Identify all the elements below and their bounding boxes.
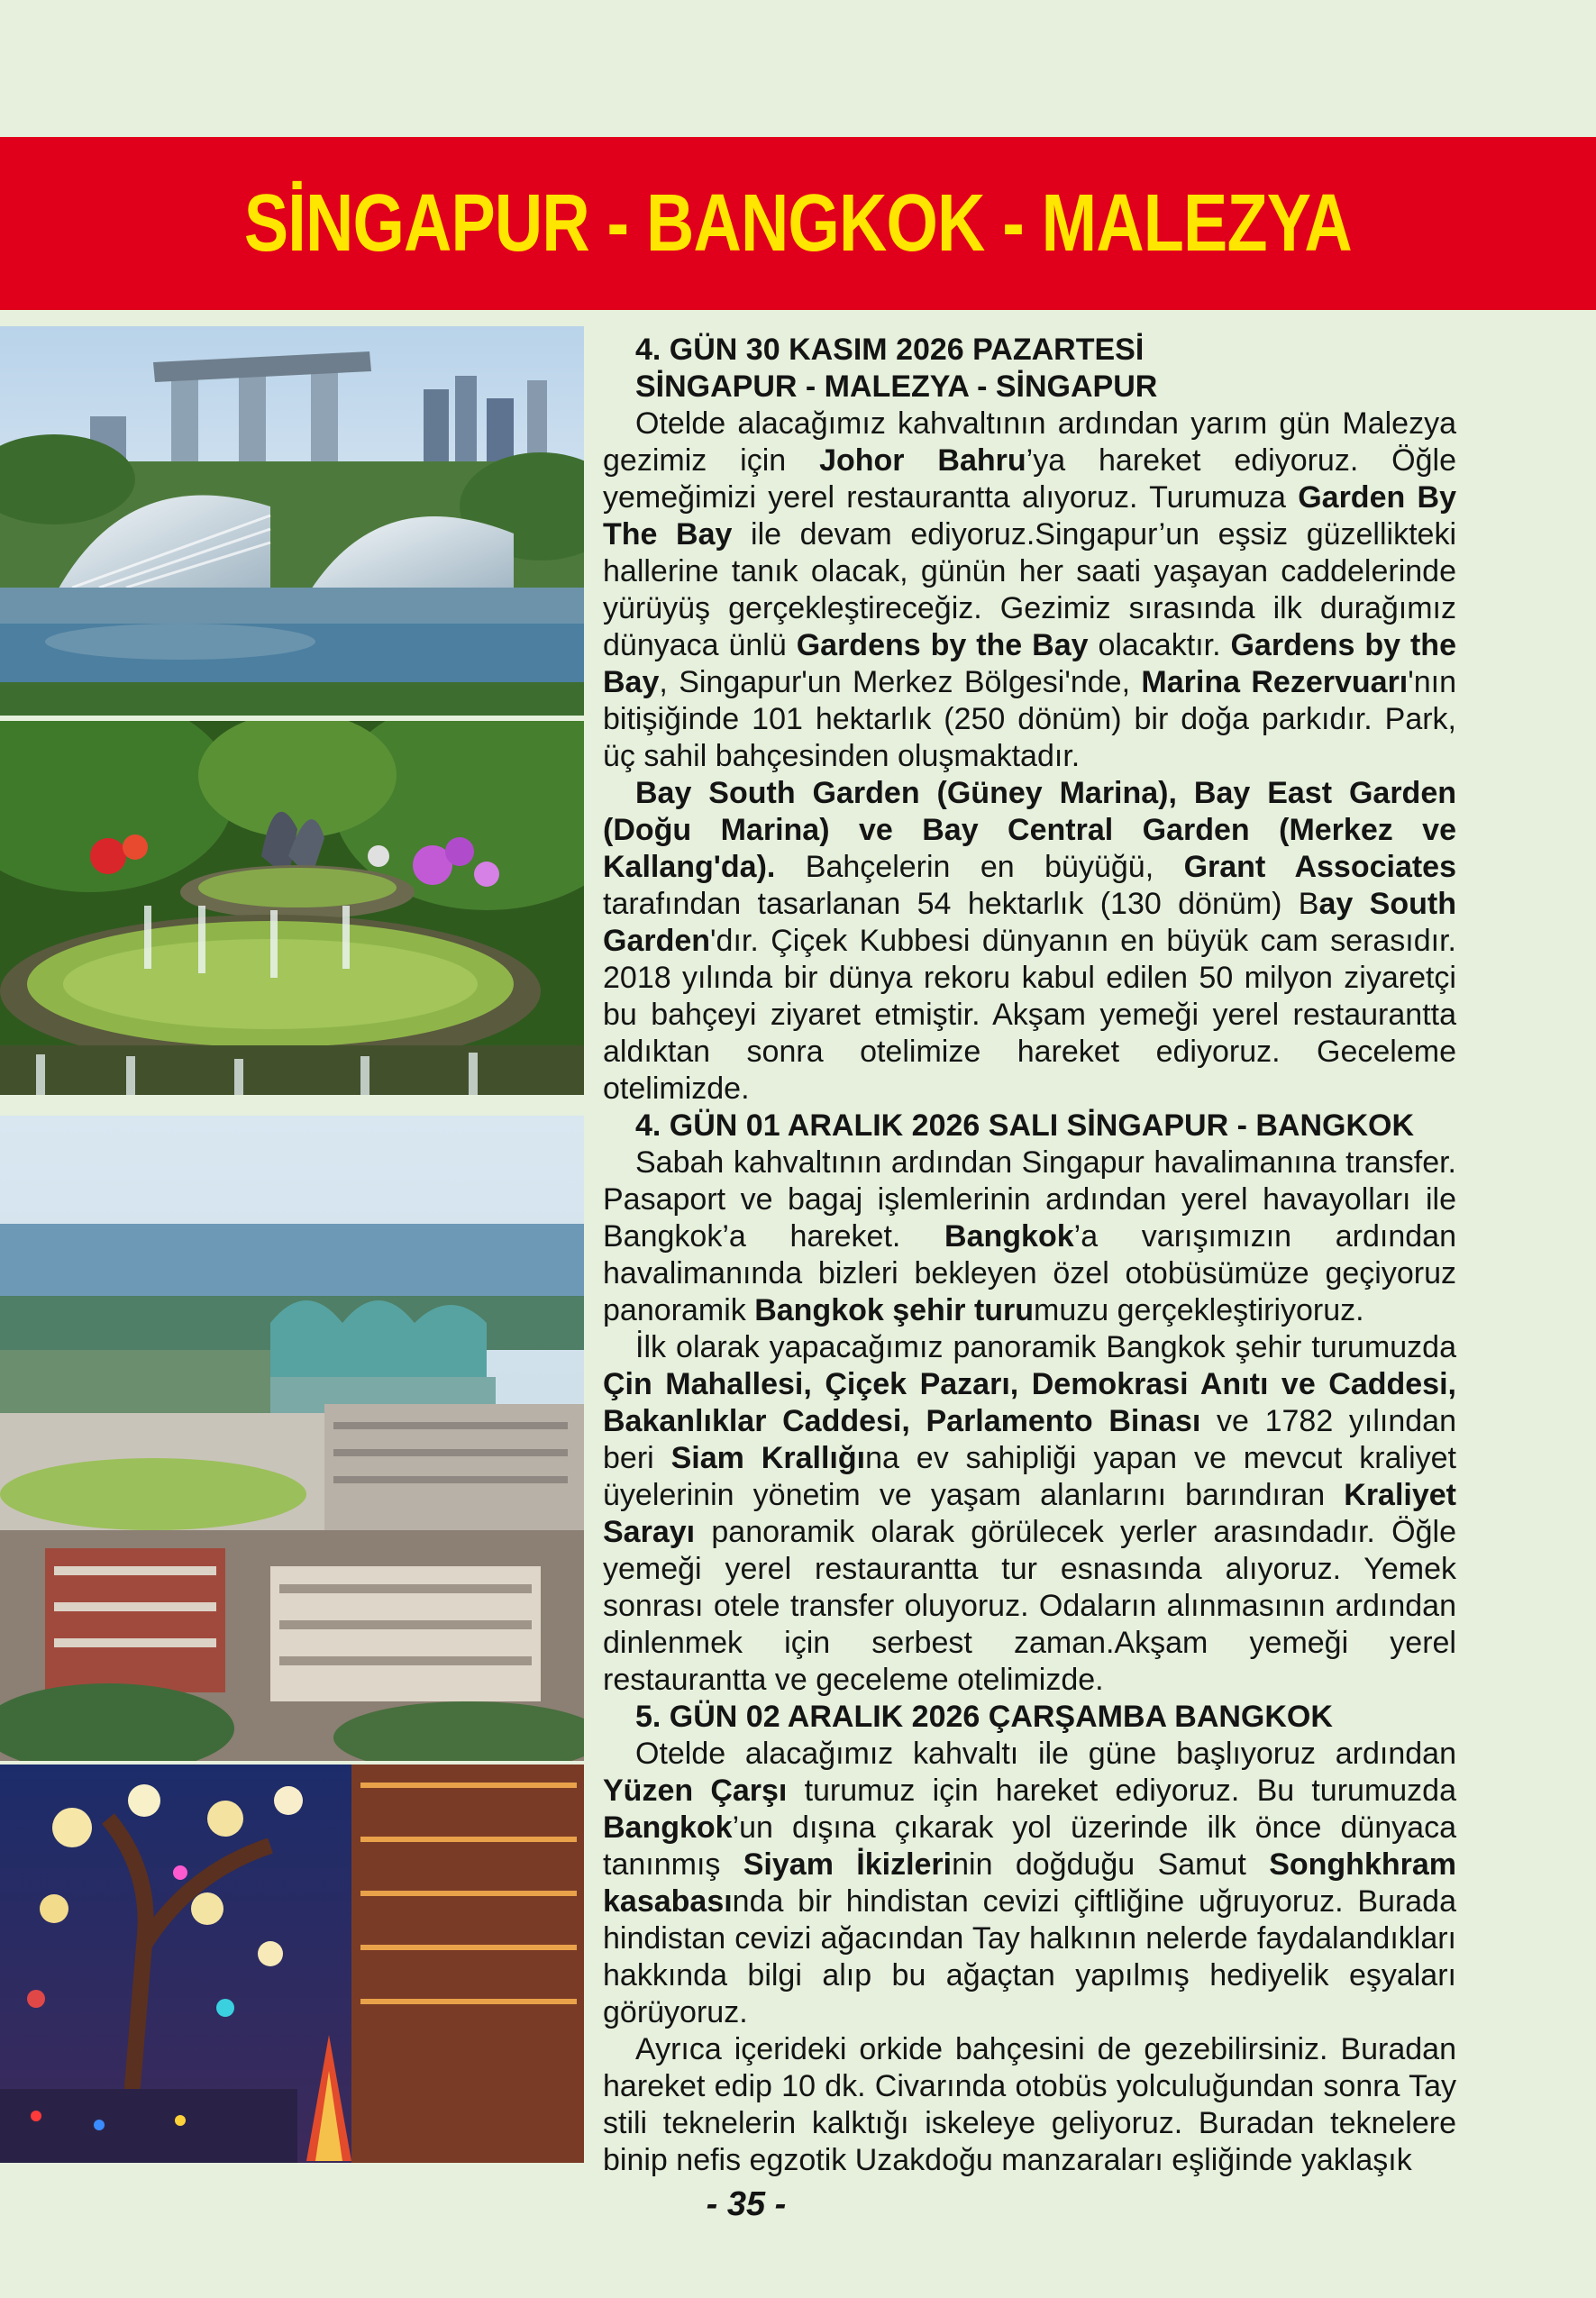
day5-heading: 5. GÜN 02 ARALIK 2026 ÇARŞAMBA BANGKOK bbox=[635, 1700, 1333, 1734]
day4a-paragraph-2: Bay South Garden (Güney Marina), Bay East Garden (Doğu Marina) ve Bay Central Garden (Merkez ve Kallang'da). Bahçelerin en büyüğü, Grant Associates tarafından tasarlanan 54 hektarlık (130 dönüm) Bay South Garden'dır. Çiçek Kubbesi dünyanın en büyük cam serasıdır. 2018 yılında bir dünya rekoru kabul edilen 50 milyon ziyaretçi bu bahçeyi ziyaret etmiştir. Akşam yemeği yerel restaurantta aldıktan sonra otelimize hareket ediyoruz. Geceleme otelimizde. bbox=[603, 776, 1456, 1106]
day4b-paragraph-2: İlk olarak yapacağımız panoramik Bangkok şehir turumuzda Çin Mahallesi, Çiçek Pazarı, Demokrasi Anıtı ve Caddesi, Bakanlıklar Caddesi, Parlamento Binası ve 1782 yılından beri Siam Krallığına ev sahipliği yapan ve mevcut kraliyet üyelerinin yönetim ve yaşam alanlarını barındıran Kraliyet Sarayı panoramik olarak görülecek yerler arasındadır. Öğle yemeği yerel restaurantta tur esnasında alıyoruz. Yemek sonrası otele transfer oluyoruz. Odaların alınmasının ardından dinlenmek için serbest zaman.Akşam yemeği yerel restaurantta ve geceleme otelimizde. bbox=[603, 1330, 1456, 1697]
day4a-heading-date: 4. GÜN 30 KASIM 2026 PAZARTESİ bbox=[635, 333, 1145, 367]
photo-singapore-resort-aerial bbox=[0, 1116, 584, 1761]
gardens-domes-image bbox=[0, 326, 584, 716]
day5-paragraph-2: Ayrıca içerideki orkide bahçesini de gezebilirsiniz. Buradan hareket edip 10 dk. Civarında otobüs yolculuğundan sonra Tay stili teknelerin kalktığı iskeleye geliyoruz. Buradan teknelere binip nefis egzotik Uzakdoğu manzaraları eşliğinde yaklaşık bbox=[603, 2032, 1456, 2177]
day4a-paragraph-1: Otelde alacağımız kahvaltının ardından yarım gün Malezya gezimiz için Johor Bahru’ya hareket ediyoruz. Öğle yemeğimizi yerel restaurantta alıyoruz. Turumuza Garden By The Bay ile devam ediyoruz.Singapur’un eşsiz güzellikteki hallerine tanık olacak, günün her saati yaşayan caddelerinde yürüyüş gerçekleştireceğiz. Gezimiz sırasında ilk durağımız dünyaca ünlü Gardens by the Bay olacaktır. Gardens by the Bay, Singapur'un Merkez Bölgesi'nde, Marina Rezervuarı'nın bitişiğinde 101 hektarlık (250 dönüm) bir doğa parkıdır. Park, üç sahil bahçesinden oluşmaktadır. bbox=[603, 406, 1457, 773]
day5-paragraph-1: Otelde alacağımız kahvaltı ile güne başlıyoruz ardından Yüzen Çarşı turumuz için hareket ediyoruz. Bu turumuzda Bangkok’un dışına çıkarak yol üzerinde ilk önce dünyaca tanınmış Siyam İkizlerinin doğduğu Samut Songhkhram kasabasında bir hindistan cevizi çiftliğine uğruyoruz. Burada hindistan cevizi ağacından Tay halkının nelerde faydalandıkları hakkında bilgi alıp bu ağaçtan yapılmış hediyelik eşyaları görüyoruz. bbox=[603, 1737, 1456, 2029]
photo-night-lights bbox=[0, 1765, 584, 2163]
photo-gardens-by-the-bay bbox=[0, 326, 584, 716]
fountain-image bbox=[0, 721, 584, 1095]
day4b-paragraph-1: Sabah kahvaltının ardından Singapur havalimanına transfer. Pasaport ve bagaj işlemlerinin ardından yerel havayolları ile Bangkok’a hareket. Bangkok’a varışımızın ardından havalimanında bizleri bekleyen özel otobüsümüze geçiyoruz panoramik Bangkok şehir turumuzu gerçekleştiriyoruz. bbox=[603, 1145, 1456, 1327]
title-banner bbox=[0, 137, 1596, 310]
night-lights-image bbox=[0, 1765, 584, 2163]
photo-garden-fountain bbox=[0, 721, 584, 1095]
resort-aerial-image bbox=[0, 1116, 584, 1761]
page-number: - 35 - bbox=[706, 2185, 787, 2223]
day4a-heading-route: SİNGAPUR - MALEZYA - SİNGAPUR bbox=[635, 369, 1158, 404]
page-title: SİNGAPUR - BANGKOK - MALEZYA bbox=[244, 178, 1352, 269]
itinerary-text bbox=[603, 332, 1456, 2179]
day4b-heading: 4. GÜN 01 ARALIK 2026 SALI SİNGAPUR - BANGKOK bbox=[635, 1108, 1414, 1143]
